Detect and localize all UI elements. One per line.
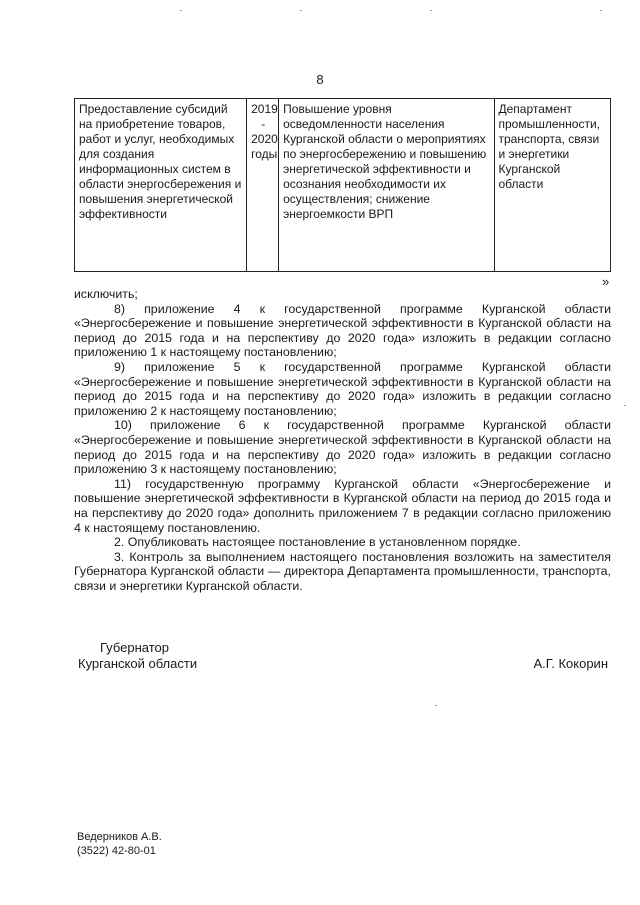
document-body	[74, 287, 611, 593]
paragraph-item-9: 9) приложение 5 к государственной программе Курганской области «Энергосбережение и повышение энергетической эффективности в Курганской области на период до 2015 года и на перспективу до 2020 года» изложить в редакции согласно приложению 2 к настоящему постановлению;	[74, 359, 611, 418]
measure-result-cell: Повышение уровня осведомленности населения Курганской области о мероприятиях по энергосбережению и повышению энергетической эффективности и осознания необходимости их осуществления; снижение энергоемкости ВРП	[279, 99, 494, 272]
executor-phone: (3522) 42-80-01	[77, 845, 156, 857]
closing-quote: »	[602, 274, 610, 289]
measure-period-cell: 2019 - 2020 годы	[247, 99, 279, 272]
scan-speck	[624, 405, 626, 406]
paragraph-publish: 2. Опубликовать настоящее постановление в установленном порядке.	[114, 535, 521, 550]
scan-speck	[600, 10, 602, 11]
executor-note	[77, 830, 162, 858]
page-number: 8	[316, 72, 324, 87]
scan-speck	[300, 10, 302, 11]
paragraph-item-8: 8) приложение 4 к государственной программе Курганской области «Энергосбережение и повышение энергетической эффективности в Курганской области на период до 2015 года и на перспективу до 2020 года» изложить в редакции согласно приложению 1 к настоящему постановлению;	[74, 301, 611, 360]
measures-table	[74, 98, 611, 272]
scan-speck	[430, 10, 432, 11]
scan-speck	[435, 705, 437, 706]
executor-name: Ведерников А.В.	[77, 831, 162, 843]
paragraph-item-10: 10) приложение 6 к государственной программе Курганской области «Энергосбережение и повышение энергетической эффективности в Курганской области на период до 2015 года и на перспективу до 2020 года» изложить в редакции согласно приложению 3 к настоящему постановлению;	[74, 418, 611, 477]
measure-description-cell: Предоставление субсидий на приобретение товаров, работ и услуг, необходимых для создания информационных систем в области энергосбережения и повышения энергетической эффективности	[75, 99, 247, 272]
signatory-title	[78, 640, 197, 672]
signatory-position: Губернатор	[100, 640, 169, 655]
paragraph-item-11: 11) государственную программу Курганской области «Энергосбережение и повышение энергетической эффективности в Курганской области на период до 2015 года и на перспективу до 2020 года» дополнить приложением 7 в редакции согласно приложению 4 к настоящему постановлению.	[74, 476, 611, 535]
table-row	[75, 99, 611, 272]
measure-executor-cell: Департамент промышленности, транспорта, связи и энергетики Курганской области	[494, 99, 611, 272]
scan-speck	[180, 10, 182, 11]
paragraph-exclude: исключить;	[74, 287, 138, 301]
signatory-region: Курганской области	[78, 656, 198, 671]
signatory-name: А.Г. Кокорин	[533, 656, 608, 671]
paragraph-control: 3. Контроль за выполнением настоящего постановления возложить на заместителя Губернатора Курганской области — директора Департамента промышленности, транспорта, связи и энергетики Курганской области.	[74, 549, 611, 593]
